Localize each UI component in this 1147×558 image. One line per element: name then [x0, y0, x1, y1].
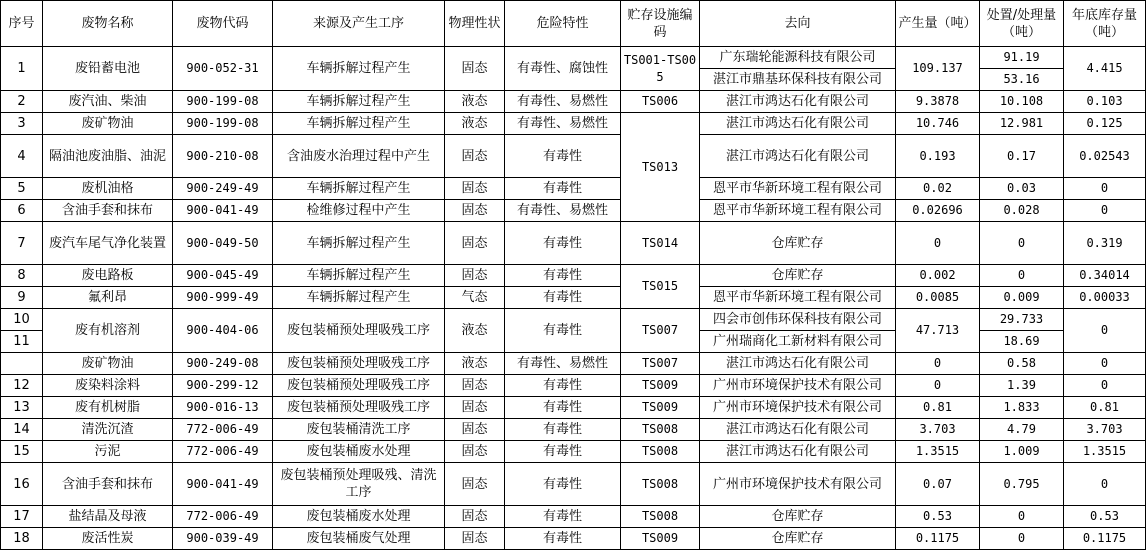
cell-source: 废包装桶废水处理: [273, 441, 445, 463]
cell-destination: 仓库贮存: [700, 265, 896, 287]
cell-destination: 广州市环境保护技术有限公司: [700, 375, 896, 397]
cell-disposed: 0: [980, 265, 1064, 287]
cell-disposed: 0: [980, 506, 1064, 528]
cell-storage: TS008: [621, 441, 700, 463]
cell-destination: 四会市创伟环保科技有限公司: [700, 309, 896, 331]
cell-source: 车辆拆解过程产生: [273, 47, 445, 91]
cell-produced: 0.0085: [896, 287, 980, 309]
cell-stock: 1.3515: [1064, 441, 1146, 463]
cell-code: 900-052-31: [173, 47, 273, 91]
cell-storage: TS014: [621, 222, 700, 265]
cell-produced: 0.53: [896, 506, 980, 528]
cell-code: 900-041-49: [173, 463, 273, 506]
col-header-storage: 贮存设施编码: [621, 1, 700, 47]
cell-stock: 0.00033: [1064, 287, 1146, 309]
table-row: [1, 178, 1146, 200]
cell-hazard: 有毒性、易燃性: [505, 353, 621, 375]
cell-stock: 0.103: [1064, 91, 1146, 113]
cell-name: 废矿物油: [43, 113, 173, 135]
cell-destination: 湛江市鸿达石化有限公司: [700, 419, 896, 441]
table-row: [1, 353, 1146, 375]
cell-hazard: 有毒性、腐蚀性: [505, 47, 621, 91]
cell-seq: 13: [1, 397, 43, 419]
cell-source: 废包装桶预处理吸残工序: [273, 353, 445, 375]
cell-produced: 1.3515: [896, 441, 980, 463]
cell-stock: 0.02543: [1064, 135, 1146, 178]
cell-seq: 7: [1, 222, 43, 265]
cell-hazard: 有毒性: [505, 222, 621, 265]
cell-name: 废染料涂料: [43, 375, 173, 397]
cell-stock: 4.415: [1064, 47, 1146, 91]
cell-physical: 固态: [445, 265, 505, 287]
cell-storage: TS007: [621, 309, 700, 353]
cell-seq: 6: [1, 200, 43, 222]
cell-name: 废有机溶剂: [43, 309, 173, 353]
cell-produced: 0.81: [896, 397, 980, 419]
cell-disposed: 12.981: [980, 113, 1064, 135]
cell-disposed: 18.69: [980, 331, 1064, 353]
cell-destination: 仓库贮存: [700, 506, 896, 528]
col-header-stock: 年底库存量（吨）: [1064, 1, 1146, 47]
cell-physical: 固态: [445, 47, 505, 91]
cell-code: 900-249-08: [173, 353, 273, 375]
cell-seq: [1, 353, 43, 375]
cell-disposed: 0.03: [980, 178, 1064, 200]
cell-name: 废矿物油: [43, 353, 173, 375]
cell-physical: 液态: [445, 113, 505, 135]
table-row: [1, 222, 1146, 265]
table-row: [1, 397, 1146, 419]
col-header-destination: 去向: [700, 1, 896, 47]
cell-name: 废电路板: [43, 265, 173, 287]
cell-seq: 15: [1, 441, 43, 463]
cell-physical: 固态: [445, 397, 505, 419]
cell-disposed: 0.17: [980, 135, 1064, 178]
cell-produced: 47.713: [896, 309, 980, 353]
cell-physical: 固态: [445, 222, 505, 265]
cell-produced: 9.3878: [896, 91, 980, 113]
cell-storage: TS001-TS005: [621, 47, 700, 91]
col-header-code: 废物代码: [173, 1, 273, 47]
cell-seq: 2: [1, 91, 43, 113]
cell-destination: 仓库贮存: [700, 528, 896, 550]
cell-disposed: 53.16: [980, 69, 1064, 91]
cell-seq: 11: [1, 331, 43, 353]
cell-name: 含油手套和抹布: [43, 463, 173, 506]
table-row: [1, 47, 1146, 69]
cell-storage: TS007: [621, 353, 700, 375]
cell-destination: 广东瑞轮能源科技有限公司: [700, 47, 896, 69]
cell-physical: 气态: [445, 287, 505, 309]
cell-destination: 广州市环境保护技术有限公司: [700, 463, 896, 506]
cell-seq: 17: [1, 506, 43, 528]
cell-storage: TS006: [621, 91, 700, 113]
cell-source: 废包装桶废水处理: [273, 506, 445, 528]
cell-source: 废包装桶预处理吸残工序: [273, 375, 445, 397]
cell-produced: 0: [896, 375, 980, 397]
cell-hazard: 有毒性: [505, 419, 621, 441]
cell-disposed: 0.795: [980, 463, 1064, 506]
cell-name: 废活性炭: [43, 528, 173, 550]
cell-produced: 0.1175: [896, 528, 980, 550]
cell-source: 废包装桶预处理吸残、清洗工序: [273, 463, 445, 506]
cell-code: 900-039-49: [173, 528, 273, 550]
table-row: [1, 506, 1146, 528]
cell-destination: 湛江市鸿达石化有限公司: [700, 91, 896, 113]
cell-source: 废包装桶废气处理: [273, 528, 445, 550]
cell-hazard: 有毒性: [505, 375, 621, 397]
cell-destination: 广州瑞商化工新材料有限公司: [700, 331, 896, 353]
cell-code: 772-006-49: [173, 441, 273, 463]
cell-stock: 0.34014: [1064, 265, 1146, 287]
cell-hazard: 有毒性: [505, 506, 621, 528]
cell-disposed: 4.79: [980, 419, 1064, 441]
cell-hazard: 有毒性、易燃性: [505, 200, 621, 222]
cell-destination: 湛江市鼎基环保科技有限公司: [700, 69, 896, 91]
cell-stock: 0.125: [1064, 113, 1146, 135]
cell-name: 废汽车尾气净化装置: [43, 222, 173, 265]
cell-name: 废有机树脂: [43, 397, 173, 419]
cell-seq: 16: [1, 463, 43, 506]
cell-hazard: 有毒性: [505, 135, 621, 178]
cell-hazard: 有毒性: [505, 397, 621, 419]
cell-stock: 0: [1064, 309, 1146, 353]
cell-seq: 4: [1, 135, 43, 178]
cell-disposed: 0.009: [980, 287, 1064, 309]
cell-hazard: 有毒性: [505, 287, 621, 309]
cell-disposed: 1.009: [980, 441, 1064, 463]
cell-name: 废机油格: [43, 178, 173, 200]
cell-produced: 10.746: [896, 113, 980, 135]
cell-name: 废汽油、柴油: [43, 91, 173, 113]
cell-name: 废铅蓄电池: [43, 47, 173, 91]
cell-destination: 广州市环境保护技术有限公司: [700, 397, 896, 419]
cell-code: 900-999-49: [173, 287, 273, 309]
cell-hazard: 有毒性: [505, 309, 621, 353]
cell-code: 900-199-08: [173, 91, 273, 113]
cell-storage: TS008: [621, 463, 700, 506]
cell-seq: 12: [1, 375, 43, 397]
cell-destination: 恩平市华新环境工程有限公司: [700, 200, 896, 222]
cell-stock: 0.53: [1064, 506, 1146, 528]
cell-code: 900-199-08: [173, 113, 273, 135]
table-row: [1, 463, 1146, 506]
col-header-name: 废物名称: [43, 1, 173, 47]
cell-storage: TS009: [621, 375, 700, 397]
cell-produced: 0: [896, 222, 980, 265]
cell-stock: 0: [1064, 375, 1146, 397]
cell-physical: 固态: [445, 200, 505, 222]
cell-seq: 18: [1, 528, 43, 550]
cell-physical: 固态: [445, 135, 505, 178]
cell-produced: 109.137: [896, 47, 980, 91]
col-header-seq: 序号: [1, 1, 43, 47]
cell-code: 772-006-49: [173, 419, 273, 441]
cell-produced: 0.193: [896, 135, 980, 178]
cell-destination: 湛江市鸿达石化有限公司: [700, 113, 896, 135]
cell-disposed: 10.108: [980, 91, 1064, 113]
col-header-produced: 产生量（吨）: [896, 1, 980, 47]
table-row: [1, 528, 1146, 550]
cell-hazard: 有毒性: [505, 528, 621, 550]
cell-code: 900-249-49: [173, 178, 273, 200]
cell-produced: 0.02696: [896, 200, 980, 222]
cell-physical: 固态: [445, 419, 505, 441]
cell-source: 车辆拆解过程产生: [273, 287, 445, 309]
table-row: [1, 309, 1146, 331]
cell-stock: 0: [1064, 463, 1146, 506]
cell-storage: TS009: [621, 397, 700, 419]
cell-source: 车辆拆解过程产生: [273, 91, 445, 113]
cell-disposed: 0.028: [980, 200, 1064, 222]
cell-source: 车辆拆解过程产生: [273, 113, 445, 135]
cell-produced: 0: [896, 353, 980, 375]
table-row: [1, 135, 1146, 178]
cell-code: 900-299-12: [173, 375, 273, 397]
cell-destination: 仓库贮存: [700, 222, 896, 265]
table-row: [1, 419, 1146, 441]
cell-source: 废包装桶预处理吸残工序: [273, 309, 445, 353]
cell-disposed: 1.833: [980, 397, 1064, 419]
cell-code: 900-210-08: [173, 135, 273, 178]
cell-hazard: 有毒性: [505, 463, 621, 506]
cell-source: 车辆拆解过程产生: [273, 222, 445, 265]
cell-destination: 湛江市鸿达石化有限公司: [700, 353, 896, 375]
cell-source: 废包装桶预处理吸残工序: [273, 397, 445, 419]
cell-storage: TS009: [621, 528, 700, 550]
cell-stock: 3.703: [1064, 419, 1146, 441]
cell-hazard: 有毒性、易燃性: [505, 91, 621, 113]
table-row: [1, 200, 1146, 222]
cell-hazard: 有毒性、易燃性: [505, 113, 621, 135]
cell-name: 清洗沉渣: [43, 419, 173, 441]
table-row: [1, 375, 1146, 397]
cell-stock: 0.319: [1064, 222, 1146, 265]
cell-physical: 液态: [445, 353, 505, 375]
cell-physical: 固态: [445, 528, 505, 550]
cell-disposed: 0.58: [980, 353, 1064, 375]
cell-stock: 0: [1064, 353, 1146, 375]
table-row: [1, 287, 1146, 309]
cell-disposed: 1.39: [980, 375, 1064, 397]
cell-seq: 5: [1, 178, 43, 200]
cell-storage: TS008: [621, 419, 700, 441]
cell-physical: 液态: [445, 91, 505, 113]
col-header-source: 来源及产生工序: [273, 1, 445, 47]
cell-code: 900-049-50: [173, 222, 273, 265]
cell-seq: 8: [1, 265, 43, 287]
cell-code: 900-041-49: [173, 200, 273, 222]
cell-name: 氟利昂: [43, 287, 173, 309]
cell-stock: 0: [1064, 200, 1146, 222]
table-row: [1, 91, 1146, 113]
cell-storage: TS008: [621, 506, 700, 528]
cell-storage: TS015: [621, 265, 700, 309]
cell-source: 车辆拆解过程产生: [273, 265, 445, 287]
cell-disposed: 0: [980, 528, 1064, 550]
table-row: [1, 113, 1146, 135]
cell-code: 900-404-06: [173, 309, 273, 353]
cell-source: 车辆拆解过程产生: [273, 178, 445, 200]
cell-destination: 恩平市华新环境工程有限公司: [700, 287, 896, 309]
cell-source: 废包装桶清洗工序: [273, 419, 445, 441]
cell-disposed: 0: [980, 222, 1064, 265]
cell-seq: 3: [1, 113, 43, 135]
cell-destination: 湛江市鸿达石化有限公司: [700, 441, 896, 463]
cell-hazard: 有毒性: [505, 178, 621, 200]
cell-hazard: 有毒性: [505, 441, 621, 463]
cell-seq: 9: [1, 287, 43, 309]
cell-disposed: 29.733: [980, 309, 1064, 331]
cell-name: 含油手套和抹布: [43, 200, 173, 222]
cell-destination: 恩平市华新环境工程有限公司: [700, 178, 896, 200]
table-header-row: [1, 1, 1146, 47]
cell-code: 772-006-49: [173, 506, 273, 528]
cell-physical: 固态: [445, 506, 505, 528]
cell-destination: 湛江市鸿达石化有限公司: [700, 135, 896, 178]
cell-name: 污泥: [43, 441, 173, 463]
cell-name: 隔油池废油脂、油泥: [43, 135, 173, 178]
cell-hazard: 有毒性: [505, 265, 621, 287]
cell-physical: 固态: [445, 178, 505, 200]
cell-storage: TS013: [621, 113, 700, 222]
cell-source: 含油废水治理过程中产生: [273, 135, 445, 178]
cell-produced: 0.02: [896, 178, 980, 200]
cell-produced: 0.002: [896, 265, 980, 287]
cell-code: 900-016-13: [173, 397, 273, 419]
col-header-hazard: 危险特性: [505, 1, 621, 47]
cell-produced: 3.703: [896, 419, 980, 441]
cell-physical: 固态: [445, 463, 505, 506]
cell-physical: 固态: [445, 375, 505, 397]
cell-seq: 1: [1, 47, 43, 91]
cell-physical: 固态: [445, 441, 505, 463]
col-header-disposed: 处置/处理量（吨）: [980, 1, 1064, 47]
cell-stock: 0.81: [1064, 397, 1146, 419]
col-header-physical: 物理性状: [445, 1, 505, 47]
table-row: [1, 441, 1146, 463]
cell-physical: 液态: [445, 309, 505, 353]
table-row: [1, 265, 1146, 287]
cell-code: 900-045-49: [173, 265, 273, 287]
cell-name: 盐结晶及母液: [43, 506, 173, 528]
cell-source: 检维修过程中产生: [273, 200, 445, 222]
cell-stock: 0.1175: [1064, 528, 1146, 550]
cell-seq: 10: [1, 309, 43, 331]
cell-produced: 0.07: [896, 463, 980, 506]
cell-stock: 0: [1064, 178, 1146, 200]
cell-seq: 14: [1, 419, 43, 441]
cell-disposed: 91.19: [980, 47, 1064, 69]
